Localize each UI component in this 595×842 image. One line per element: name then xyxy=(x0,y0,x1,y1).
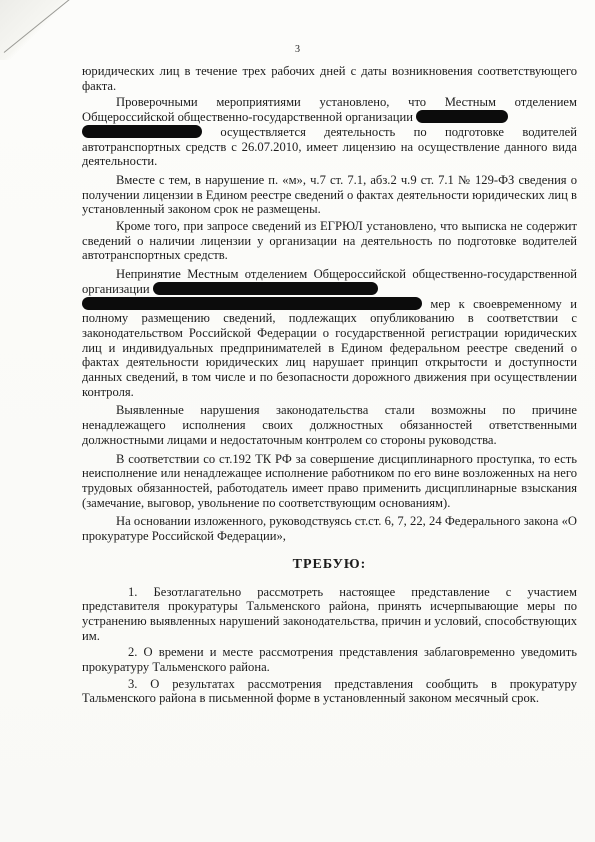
paragraph-2 xyxy=(82,95,577,169)
paragraph-4 xyxy=(82,219,577,263)
demand-item-3: 3. О результатах рассмотрения представления сообщить в прокуратуру Тальменского района в письменной форме в установленный законом месячный срок. xyxy=(82,676,577,706)
paragraph-2-text-a: Проверочными мероприятиями установлено, что Местным отделением Общероссийской общественно-государственной организации xyxy=(82,95,577,125)
paragraph-3 xyxy=(82,173,577,217)
paragraph-1-text: юридических лиц в течение трех рабочих дней с даты возникновения соответствующего факта. xyxy=(82,64,577,93)
page-number: 3 xyxy=(295,44,300,55)
paragraph-7 xyxy=(82,452,577,511)
paragraph-8 xyxy=(82,514,577,543)
paragraph-5-text-b: мер к своевременному и полному размещению сведений, подлежащих опубликованию в соответствии с законодательством Российской Федерации о государственной регистрации юридических лиц и индивидуальных предпринимателей в Едином федеральном реестре сведений о фактах деятельности юридических лиц нарушает принцип открытости и доступности данных сведений, в том числе и по безопасности дорожного движения при осуществлении контроля. xyxy=(82,296,577,399)
paragraph-6-text: Выявленные нарушения законодательства стали возможны по причине ненадлежащего исполнения своих должностных обязанностей ответственными должностными лицами и недостаточным контролем со стороны руководства. xyxy=(82,403,577,447)
redaction-box xyxy=(82,297,422,310)
demand-item-1: 1. Безотлагательно рассмотреть настоящее представление с участием представителя прокуратуры Тальменского района, принять исчерпывающие меры по устранению выявленных нарушений законодательства, причин и условий, способствующих им. xyxy=(82,584,577,643)
paragraph-8-text: На основании изложенного, руководствуясь ст.ст. 6, 7, 22, 24 Федерального закона «О прокуратуре Российской Федерации», xyxy=(82,514,577,544)
paragraph-4-text: Кроме того, при запросе сведений из ЕГРЮЛ установлено, что выписка не содержит сведений о наличии лицензии у организации на деятельность по подготовке водителей автотранспортных средств. xyxy=(82,219,577,263)
redaction-box xyxy=(416,110,508,123)
paragraph-5-text-a: Непринятие Местным отделением Общероссийской общественно-государственной организации xyxy=(82,267,577,296)
paragraph-5 xyxy=(82,267,577,399)
demand-heading: ТРЕБУЮ: xyxy=(292,556,367,572)
demand-item-2: 2. О времени и месте рассмотрения представления заблаговременно уведомить прокуратуру Тальменского района. xyxy=(82,645,577,675)
document-body xyxy=(82,64,577,706)
redaction-box xyxy=(153,282,378,295)
paragraph-6 xyxy=(82,403,577,447)
redaction-box xyxy=(82,125,202,138)
paragraph-1 xyxy=(82,64,577,93)
paragraph-3-text: Вместе с тем, в нарушение п. «м», ч.7 ст. 7.1, абз.2 ч.9 ст. 7.1 № 129-ФЗ сведения о получении лицензии в Едином реестре сведений о фактах деятельности юридических лиц в установленный законом срок не размещены. xyxy=(82,172,577,217)
paragraph-2-text-b: осуществляется деятельность по подготовке водителей автотранспортных средств с 26.07.2010, имеет лицензию на осуществление данного вида деятельности. xyxy=(82,124,577,169)
paragraph-7-text: В соответствии со ст.192 ТК РФ за совершение дисциплинарного проступка, то есть неисполнение или ненадлежащее исполнение работником по его вине возложенных на него трудовых обязанностей, работодатель имеет право применить дисциплинарные взыскания (замечание, выговор, увольнение по соответствующим основаниям). xyxy=(82,451,577,510)
